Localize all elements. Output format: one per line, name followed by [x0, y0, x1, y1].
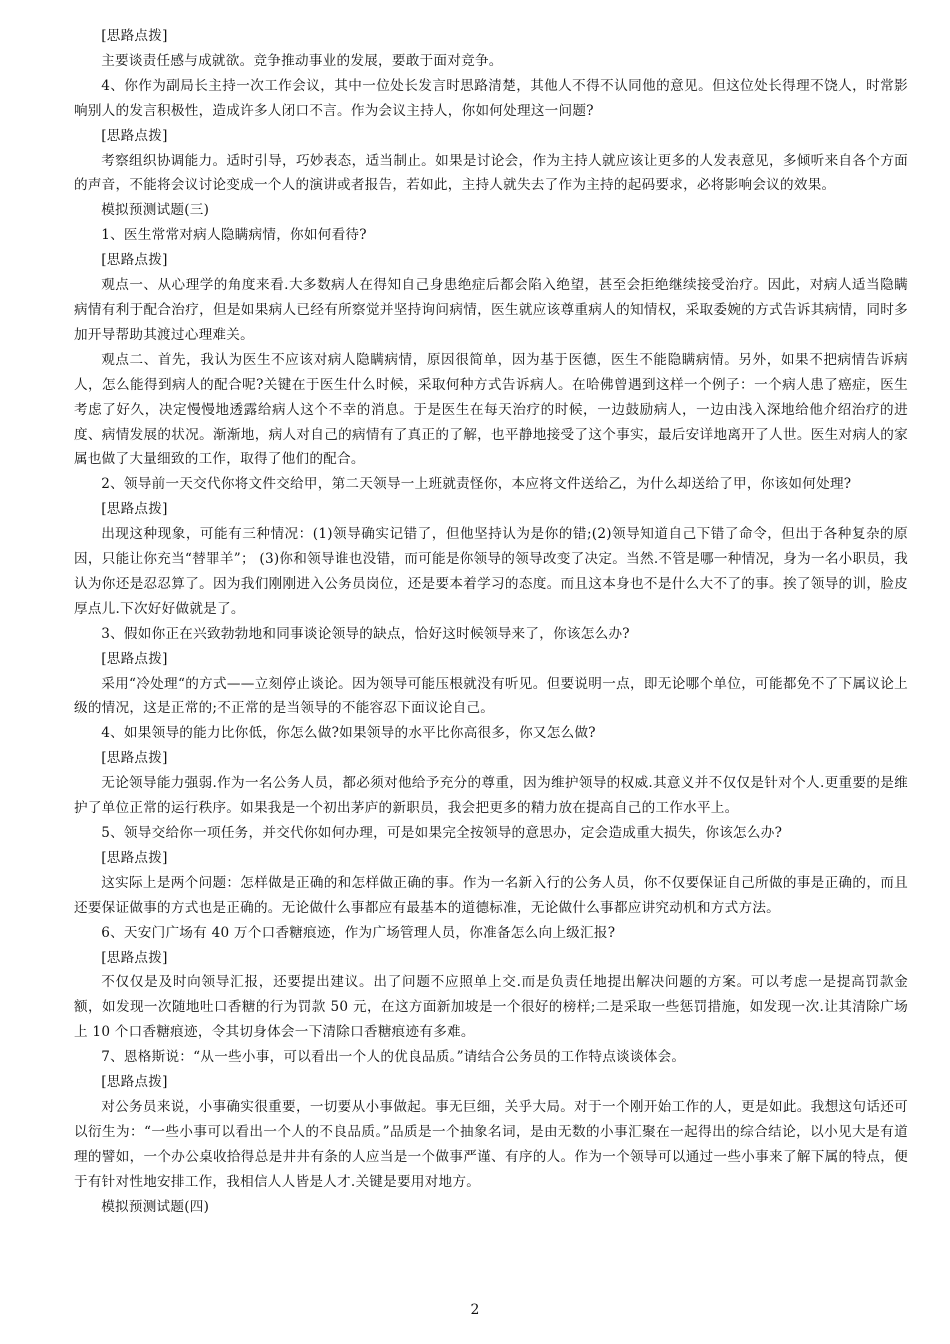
page-number: 2: [470, 1302, 480, 1318]
paragraph: 4、如果领导的能力比你低，你怎么做?如果领导的水平比你高很多，你又怎么做?: [101, 725, 596, 742]
section-heading: 模拟预测试题(四): [101, 1198, 210, 1215]
paragraph: [思路点拨]: [101, 127, 168, 144]
paragraph: 观点二、首先，我认为医生不应该对病人隐瞒病情，原因很简单，因为基于医德，医生不能隐瞒病情。另外，如果不把病情告诉病人，怎么能得到病人的配合呢?关键在于医生什么时候，采取何种方式告诉病人。在哈佛曾遇到这样一个例子：一个病人患了癌症，医生考虑了好久，决定慢慢地透露给病人这个不幸的消息。于是医生在每天治疗的时候，一边鼓励病人，一边由浅入深地给他介绍治疗的进度、病情发展的状况。渐渐地，病人对自己的病情有了真正的了解，也平静地接受了这个事实，最后安详地离开了人世。医生对病人的家属也做了大量细致的工作，取得了他们的配合。: [74, 351, 908, 468]
paragraph: 4、你作为副局长主持一次工作会议，其中一位处长发言时思路清楚，其他人不得不认同他的意见。但这位处长得理不饶人，时常影响别人的发言积极性，造成许多人闭口不言。作为会议主持人，你如何处理这一问题?: [74, 77, 908, 119]
body-text: [74, 24, 908, 1220]
paragraph: [思路点拨]: [101, 849, 168, 866]
paragraph: 考察组织协调能力。适时引导，巧妙表态，适当制止。如果是讨论会，作为主持人就应该让更多的人发表意见，多倾听来自各个方面的声音，不能将会议讨论变成一个人的演讲或者报告，若如此，主持人就失去了作为主持的起码要求，必将影响会议的效果。: [74, 152, 908, 194]
paragraph: [思路点拨]: [101, 28, 168, 44]
section-heading: 模拟预测试题(三): [101, 202, 210, 219]
paragraph: [思路点拨]: [101, 650, 168, 667]
paragraph: 1、医生常常对病人隐瞒病情，你如何看待?: [101, 227, 367, 244]
paragraph: 观点一、从心理学的角度来看.大多数病人在得知自己身患绝症后都会陷入绝望，甚至会拒绝继续接受治疗。因此，对病人适当隐瞒病情有利于配合治疗，但是如果病人已经有所察觉并坚持询问病情，医生就应该尊重病人的知情权，采取委婉的方式告诉其病情，同时多加开导帮助其渡过心理难关。: [74, 277, 908, 343]
paragraph: 对公务员来说，小事确实很重要，一切要从小事做起。事无巨细，关乎大局。对于一个刚开始工作的人，更是如此。我想这句话还可以衍生为：“一些小事可以看出一个人的不良品质。”品质是一个抽象名词，是由无数的小事汇聚在一起得出的综合结论，以小见大是有道理的譬如，一个办公桌收拾得总是井井有条的人应当是一个做事严谨、有序的人。作为一个领导可以通过一些小事来了解下属的特点，便于有针对性地安排工作，我相信人人皆是人才.关键是要用对地方。: [74, 1098, 908, 1190]
paragraph: 出现这种现象，可能有三种情况：(1)领导确实记错了，但他坚持认为是你的错;(2)领导知道自己下错了命令，但出于各种复杂的原因，只能让你充当“替罪羊”； (3)你和领导谁也没错，而可能是你领导的领导改变了决定。当然.不管是哪一种情况，身为一名小职员，我认为你还是忍忍算了。因为我们刚刚进入公务员岗位，还是要本着学习的态度。而且这本身也不是什么大不了的事。挨了领导的训，脸皮厚点儿.下次好好做就是了。: [74, 526, 908, 617]
paragraph: 无论领导能力强弱.作为一名公务人员，都必须对他给予充分的尊重，因为维护领导的权威.其意义并不仅仅是针对个人.更重要的是维护了单位正常的运行秩序。如果我是一个初出茅庐的新职员，我会把更多的精力放在提高自己的工作水平上。: [74, 775, 908, 817]
paragraph: 6、天安门广场有 40 万个口香糖痕迹，作为广场管理人员，你准备怎么向上级汇报?: [101, 924, 616, 941]
paragraph: 这实际上是两个问题：怎样做是正确的和怎样做正确的事。作为一名新入行的公务人员，你不仅要保证自己所做的事是正确的，而且还要保证做事的方式也是正确的。无论做什么事都应有最基本的道德标准，无论做什么事都应讲究动机和方式方法。: [74, 874, 908, 916]
paragraph: 5、领导交给你一项任务，并交代你如何办理，可是如果完全按领导的意思办，定会造成重大损失，你该怎么办?: [101, 825, 783, 841]
paragraph: 3、假如你正在兴致勃勃地和同事谈论领导的缺点，恰好这时候领导来了，你该怎么办?: [101, 625, 630, 642]
paragraph: [思路点拨]: [101, 949, 168, 966]
paragraph: [思路点拨]: [101, 501, 168, 518]
paragraph: 7、恩格斯说：“从一些小事，可以看出一个人的优良品质。”请结合公务员的工作特点谈谈体会。: [101, 1049, 686, 1066]
paragraph: [思路点拨]: [101, 252, 168, 269]
paragraph: 不仅仅是及时向领导汇报，还要提出建议。出了问题不应照单上交.而是负责任地提出解决问题的方案。可以考虑一是提高罚款金额，如发现一次随地吐口香糖的行为罚款 50 元，在这方面新加坡是一个很好的榜样;二是采取一些惩罚措施，如发现一次.让其清除广场上 10 个口香糖痕迹，令其切身体会一下清除口香糖痕迹有多难。: [74, 974, 908, 1041]
paragraph: [思路点拨]: [101, 1074, 168, 1091]
paragraph: 采用“冷处理“的方式——立刻停止谈论。因为领导可能压根就没有听见。但要说明一点，即无论哪个单位，可能都免不了下属议论上级的情况，这是正常的;不正常的是当领导的不能容忍下面议论自己。: [74, 675, 908, 717]
paragraph: 主要谈责任感与成就欲。竞争推动事业的发展，要敢于面对竞争。: [101, 52, 503, 69]
paragraph: 2、领导前一天交代你将文件交给甲，第二天领导一上班就责怪你，本应将文件送给乙，为什么却送给了甲，你该如何处理?: [101, 476, 852, 493]
paragraph: [思路点拨]: [101, 750, 168, 767]
